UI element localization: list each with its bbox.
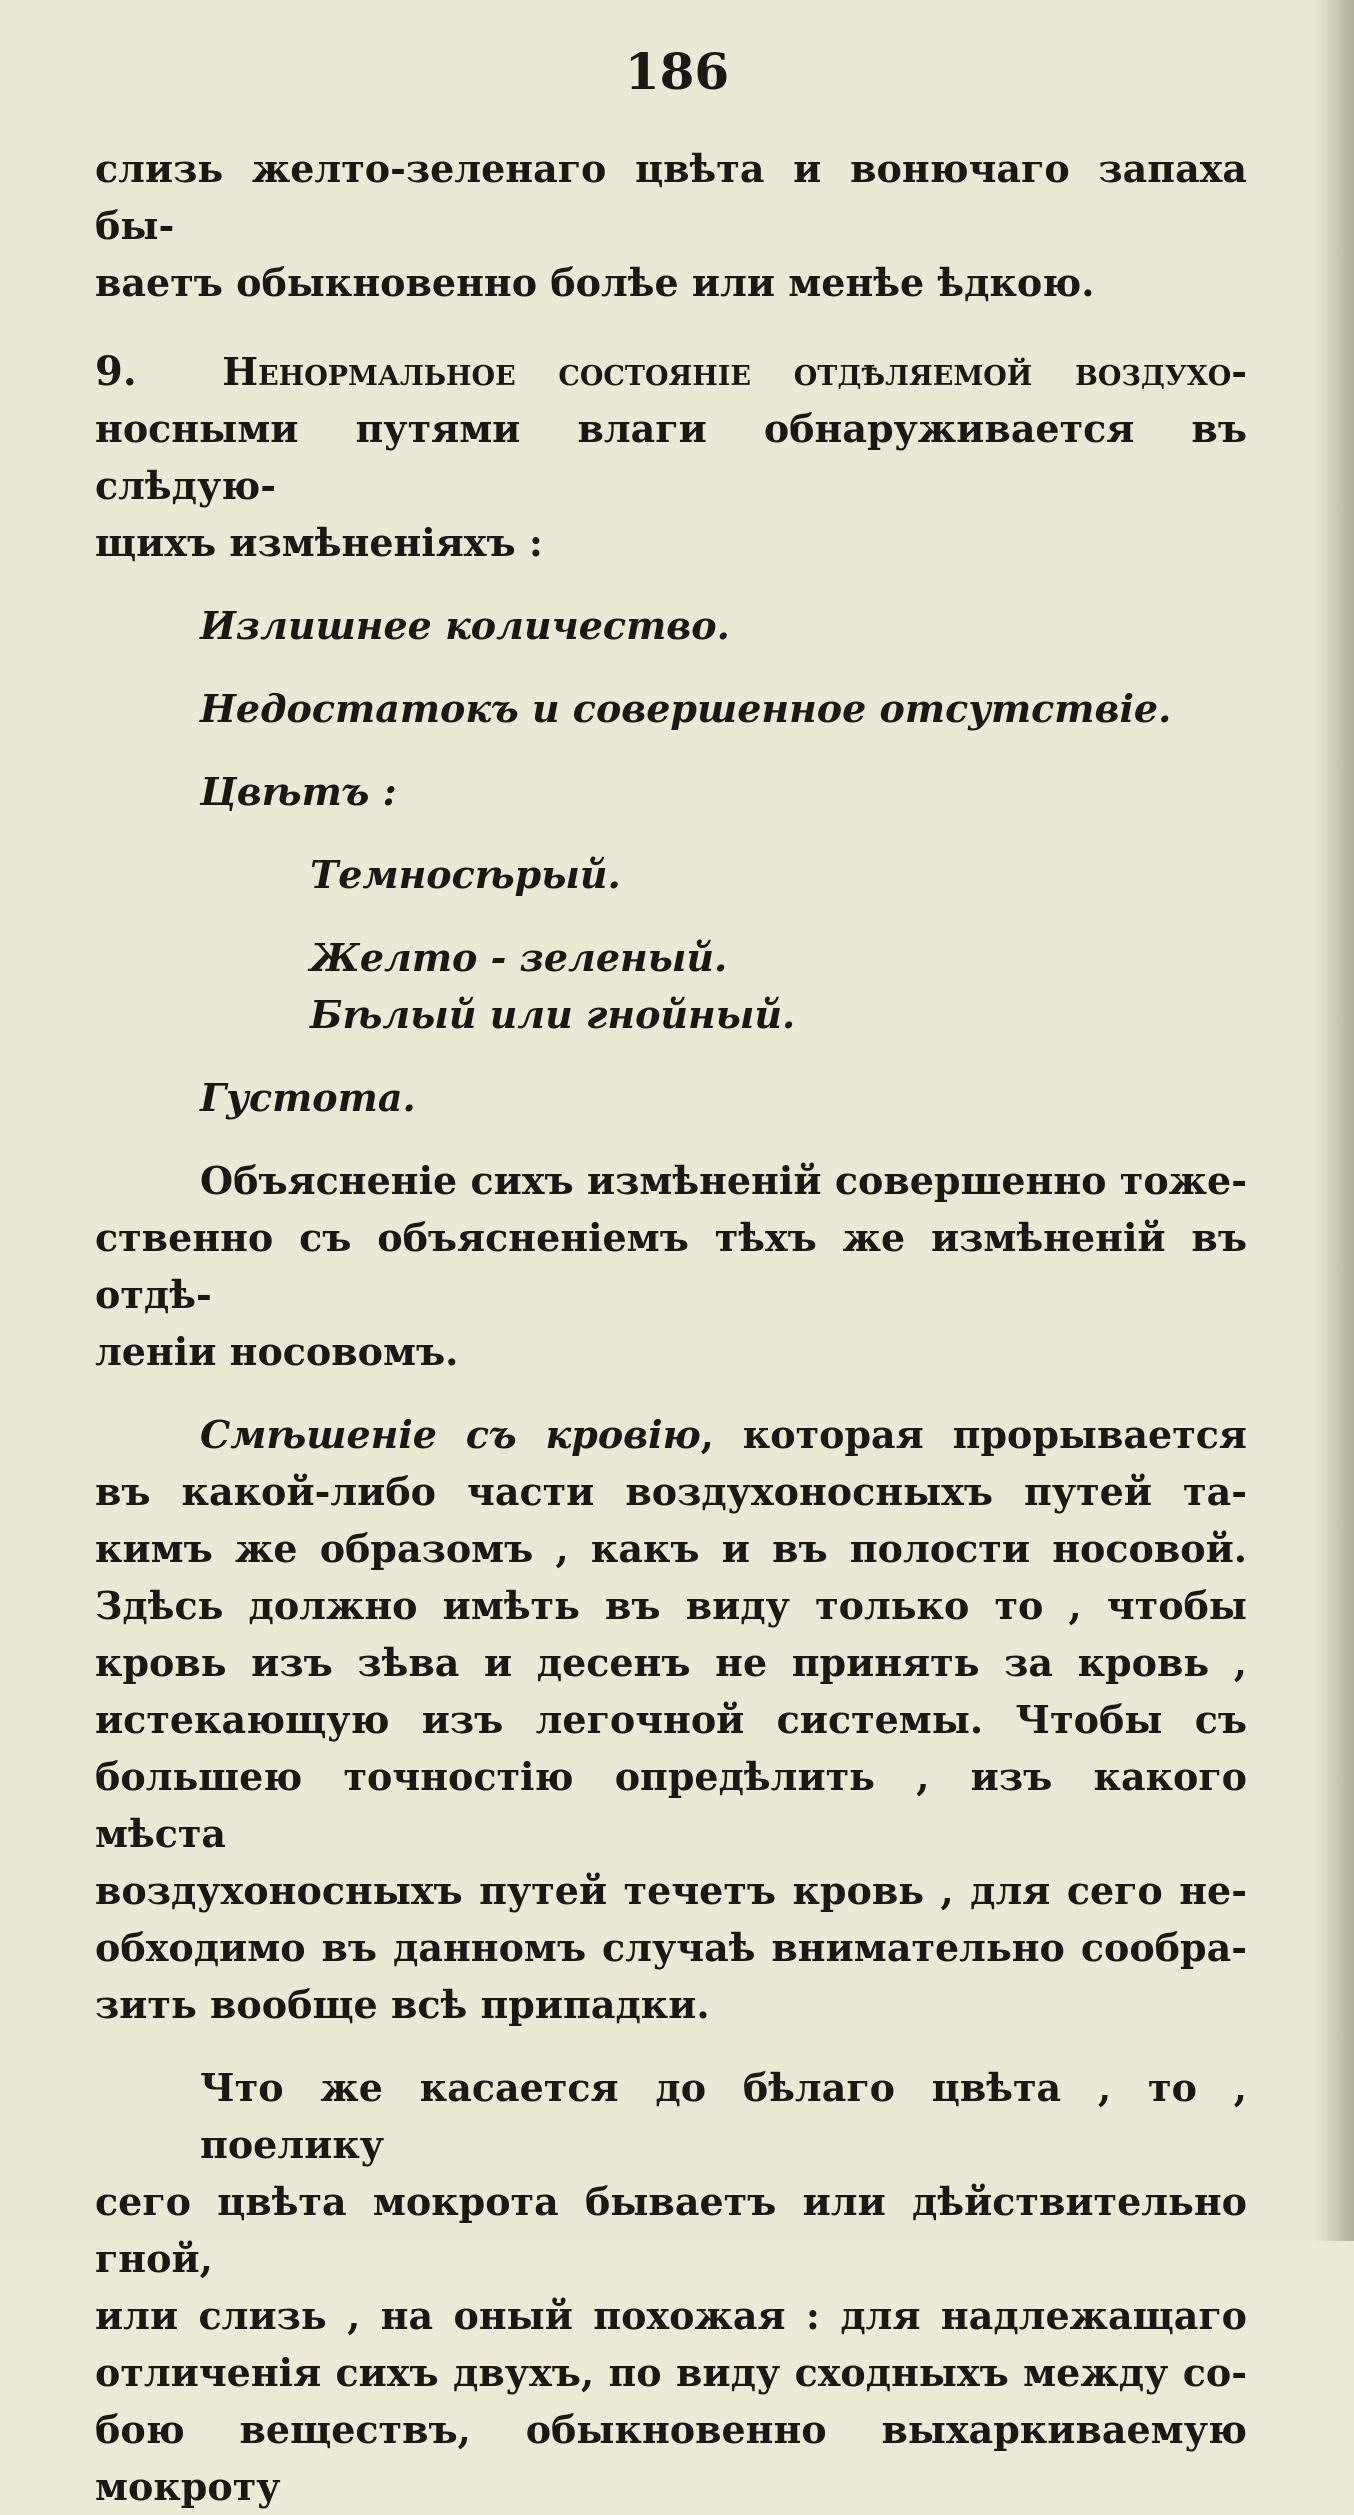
text-line: бою веществъ, обыкновенно выхаркиваемую мокроту xyxy=(95,2407,1247,2509)
text-line: большею точностію опредѣлить , изъ какого мѣста xyxy=(95,1754,1247,1856)
text-line: истекающую изъ легочной системы. Чтобы съ xyxy=(95,1697,1247,1742)
text-line: Здѣсь должно имѣть въ виду только то , чтобы xyxy=(95,1583,1247,1628)
text-line: Объясненіе сихъ измѣненій совершенно тоже- xyxy=(200,1158,1247,1203)
page-edge-shadow xyxy=(1314,0,1354,2241)
text-line: щихъ измѣненіяхъ : xyxy=(95,520,543,565)
text-line: или слизь , на оный похожая : для надлежащаго xyxy=(95,2293,1247,2338)
text-line: слизь желто-зеленаго цвѣта и вонючаго запаха бы- xyxy=(95,146,1247,248)
page-number: 186 xyxy=(624,42,730,101)
text-line: воздухоносныхъ путей течетъ кровь , для сего не- xyxy=(95,1868,1247,1913)
text-line xyxy=(95,1406,1247,1463)
text-line: ваетъ обыкновенно болѣе или менѣе ѣдкою. xyxy=(95,260,1095,305)
section-lead: Ненормальное состояніе отдѣляемой воздухо- xyxy=(222,349,1247,394)
list-subitem: Бѣлый или гнойный. xyxy=(310,992,796,1037)
text-line: Что же касается до бѣлаго цвѣта , то , поелику xyxy=(200,2065,1247,2167)
italic-term: Смѣшеніе съ кровію xyxy=(200,1412,701,1457)
text-line: кимъ же образомъ , какъ и въ полости носовой. xyxy=(95,1526,1247,1571)
text-line: леніи носовомъ. xyxy=(95,1329,459,1374)
list-subitem: Желто - зеленый. xyxy=(310,935,728,980)
text-line: носными путями влаги обнаруживается въ слѣдую- xyxy=(95,406,1247,508)
text-line: ственно съ объясненіемъ тѣхъ же измѣненій въ отдѣ- xyxy=(95,1215,1247,1317)
list-item: Недостатокъ и совершенное отсутствіе. xyxy=(200,686,1172,731)
text-line: сего цвѣта мокрота бываетъ или дѣйствительно гной, xyxy=(95,2179,1247,2281)
list-item: Излишнее количество. xyxy=(200,603,730,648)
text-line: зить вообще всѣ припадки. xyxy=(95,1982,710,2027)
text-line: отличенія сихъ двухъ, по виду сходныхъ между со- xyxy=(95,2350,1247,2395)
list-subitem: Темносѣрый. xyxy=(310,852,621,897)
list-item: Цвѣтъ : xyxy=(200,769,397,814)
text-line: въ какой-либо части воздухоносныхъ путей та- xyxy=(95,1469,1247,1514)
section-number: 9. xyxy=(95,348,137,395)
text-span: , которая прорывается xyxy=(700,1412,1247,1457)
text-line: кровь изъ зѣва и десенъ не принять за кровь , xyxy=(95,1640,1247,1685)
list-item: Густота. xyxy=(200,1075,416,1120)
page-body xyxy=(95,140,1247,2515)
text-line xyxy=(95,343,1247,400)
text-line: обходимо въ данномъ случаѣ внимательно сообра- xyxy=(95,1925,1247,1970)
